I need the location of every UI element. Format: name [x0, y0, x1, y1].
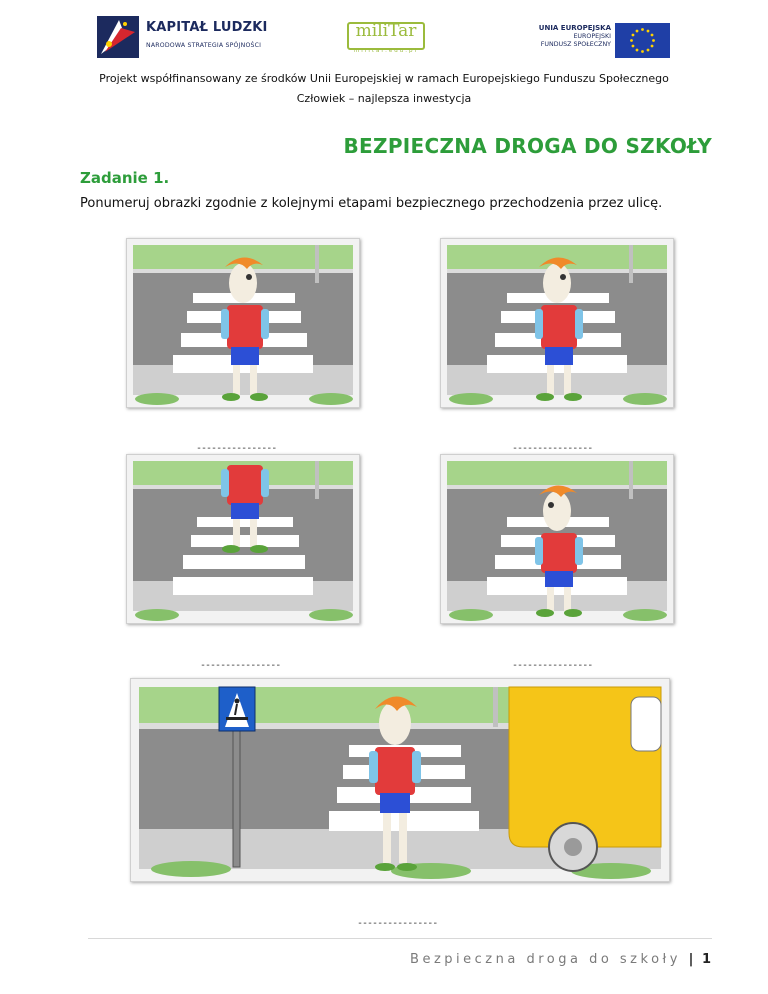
eu-flag-icon: [615, 23, 670, 58]
eu-star: [630, 39, 633, 42]
eu-line-2: EUROPEJSKI: [573, 32, 611, 40]
eu-star: [641, 50, 644, 53]
eu-star: [651, 34, 654, 37]
answer-blank-1[interactable]: ----------------: [196, 443, 277, 454]
eu-star: [647, 30, 650, 33]
footer: [0, 952, 712, 967]
eu-star: [651, 45, 654, 48]
footer-separator: |: [688, 952, 695, 967]
picture-waiting-bus-passing: [130, 678, 670, 882]
answer-blank-5[interactable]: ----------------: [357, 918, 438, 929]
eu-star: [636, 30, 639, 33]
militar-logo-url: militar.edu.pl: [353, 48, 419, 54]
picture-crossing-street: [126, 454, 360, 624]
page-number: 1: [701, 952, 712, 967]
kapital-ludzki-subtitle: NARODOWA STRATEGIA SPÓJNOŚCI: [146, 42, 262, 49]
eu-star: [647, 49, 650, 52]
eu-line-3: FUNDUSZ SPOŁECZNY: [540, 41, 611, 48]
task-instruction: Ponumeruj obrazki zgodnie z kolejnymi etapami bezpiecznego przechodzenia przez ulicę.: [80, 196, 663, 211]
answer-blank-4[interactable]: ----------------: [512, 660, 593, 671]
picture-looking-right-again: [440, 238, 674, 408]
eu-star: [636, 49, 639, 52]
eu-star: [652, 39, 655, 42]
task-heading: Zadanie 1.: [80, 169, 170, 187]
kapital-ludzki-logo: [95, 14, 145, 60]
eu-star: [632, 34, 635, 37]
eu-label: [510, 24, 611, 50]
project-slogan: Człowiek – najlepsza inwestycja: [296, 92, 472, 105]
picture-looking-left: [440, 454, 674, 624]
eu-line-1: UNIA EUROPEJSKA: [538, 24, 611, 32]
footer-text: Bezpieczna droga do szkoły: [410, 952, 681, 967]
eu-star: [641, 28, 644, 31]
picture-looking-right: [126, 238, 360, 408]
kapital-ludzki-title: KAPITAŁ LUDZKI: [146, 20, 268, 35]
page-title: BEZPIECZNA DROGA DO SZKOŁY: [343, 134, 712, 158]
answer-blank-3[interactable]: ----------------: [200, 660, 281, 671]
eu-star: [632, 45, 635, 48]
militar-logo-name: miliTar: [355, 21, 417, 41]
footer-divider: [88, 938, 712, 939]
project-cofinancing-line: Projekt współfinansowany ze środków Unii Europejskiej w ramach Europejskiego Funduszu Społecznego: [99, 72, 669, 85]
answer-blank-2[interactable]: ----------------: [512, 443, 593, 454]
